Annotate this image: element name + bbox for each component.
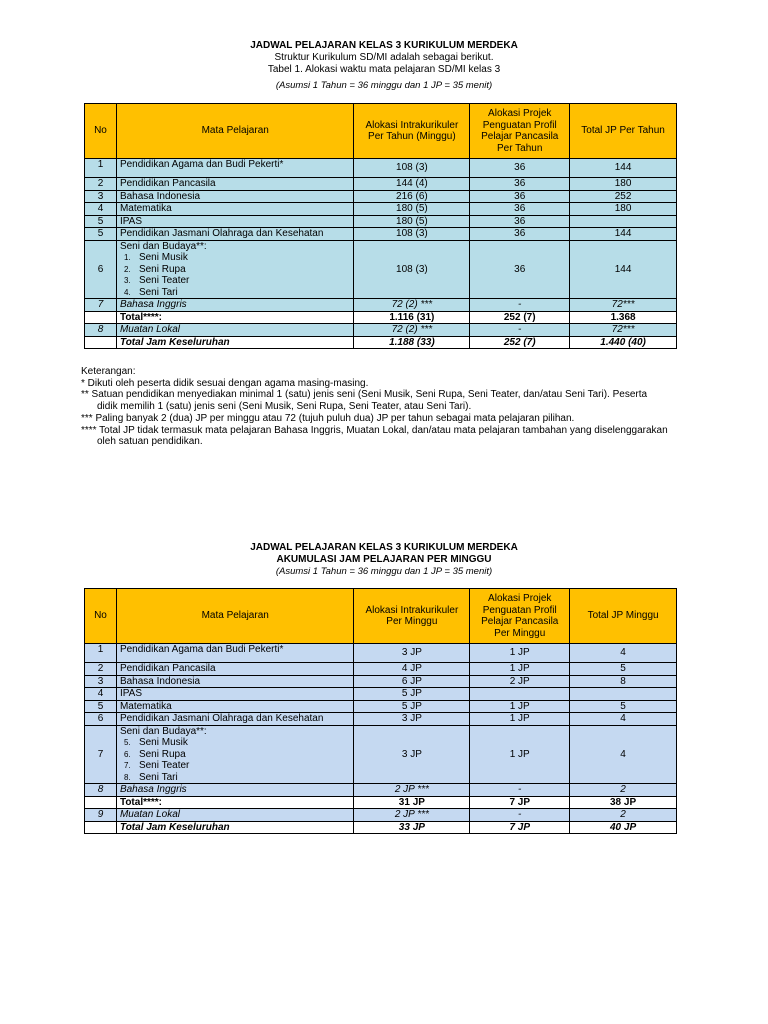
- table1-subtitle2: Tabel 1. Alokasi waktu mata pelajaran SD/MI kelas 3: [267, 64, 501, 75]
- list-number: 6.: [123, 749, 131, 759]
- cell-projek: -: [470, 784, 570, 797]
- list-label: Seni Rupa: [138, 748, 186, 760]
- cell-intra: 2 JP ***: [354, 784, 470, 797]
- table2-title: JADWAL PELAJARAN KELAS 3 KURIKULUM MERDEKA: [250, 542, 518, 553]
- header-projek: Alokasi Projek Penguatan Profil Pelajar Pancasila Per Tahun: [470, 104, 570, 159]
- note-1: * Dikuti oleh peserta didik sesuai dengan agama masing-masing.: [81, 377, 369, 389]
- cell-no: 3: [85, 675, 117, 688]
- note-3: *** Paling banyak 2 (dua) JP per minggu atau 72 (tujuh puluh dua) JP per tahun sebagai mata pelajaran pilihan.: [81, 412, 575, 424]
- list-item: [120, 772, 351, 784]
- list-number: 7.: [123, 761, 131, 770]
- cell-subject: Pendidikan Jasmani Olahraga dan Kesehatan: [116, 713, 354, 726]
- cell-intra: 180 (5): [354, 215, 470, 228]
- cell-total: [570, 688, 677, 701]
- cell-total: 144: [570, 228, 677, 241]
- list-number: 5.: [123, 738, 131, 747]
- cell-total: 2: [570, 809, 677, 822]
- table-row: [85, 784, 677, 797]
- cell-intra: 5 JP: [354, 700, 470, 713]
- cell-subject: Pendidikan Pancasila: [116, 178, 354, 191]
- cell-subject: Bahasa Inggris: [116, 784, 354, 797]
- cell-total: 5: [570, 700, 677, 713]
- table1-heading: [0, 40, 768, 92]
- list-label: Seni Tari: [138, 771, 178, 783]
- cell-no: 2: [85, 663, 117, 676]
- cell-projek: -: [470, 324, 570, 337]
- cell-intra: 3 JP: [354, 725, 470, 784]
- cell-intra: 31 JP: [354, 796, 470, 809]
- cell-projek: 36: [470, 228, 570, 241]
- cell-subject: IPAS: [116, 688, 354, 701]
- list-number: 2.: [123, 264, 131, 274]
- table-row: [85, 663, 677, 676]
- cell-total: 4: [570, 725, 677, 784]
- cell-projek: 36: [470, 215, 570, 228]
- header-no: No: [85, 104, 117, 159]
- cell-total: 38 JP: [570, 796, 677, 809]
- list-label: Seni Rupa: [138, 263, 186, 275]
- cell-intra: 2 JP ***: [354, 809, 470, 822]
- cell-no: 5: [85, 215, 117, 228]
- note-4: **** Total JP tidak termasuk mata pelajaran Bahasa Inggris, Muatan Lokal, dan/atau mata pelajaran tambahan yang diselenggarakan: [81, 424, 668, 436]
- cell-no: 5: [85, 700, 117, 713]
- table-row: [85, 688, 677, 701]
- list-item: [120, 749, 351, 761]
- cell-intra: 5 JP: [354, 688, 470, 701]
- list-number: 1.: [123, 253, 131, 262]
- cell-projek: [470, 688, 570, 701]
- cell-projek: 1 JP: [470, 713, 570, 726]
- notes-heading: Keterangan:: [81, 366, 136, 377]
- cell-intra: 216 (6): [354, 190, 470, 203]
- table1-title: JADWAL PELAJARAN KELAS 3 KURIKULUM MERDEKA: [250, 40, 518, 51]
- list-label: Seni Teater: [138, 275, 190, 286]
- cell-projek: -: [470, 299, 570, 312]
- cell-subject: Muatan Lokal: [116, 324, 354, 337]
- cell-no: [85, 796, 117, 809]
- cell-subject: Bahasa Indonesia: [116, 675, 354, 688]
- list-number: 4.: [123, 287, 131, 297]
- table-row: [85, 190, 677, 203]
- cell-subject: Total****:: [116, 311, 354, 324]
- cell-subject: Matematika: [116, 700, 354, 713]
- header-no: No: [85, 589, 117, 644]
- header-subject: Mata Pelajaran: [116, 589, 354, 644]
- cell-total: [570, 215, 677, 228]
- cell-total: 1.368: [570, 311, 677, 324]
- table2-heading: [0, 542, 768, 578]
- cell-total: 144: [570, 240, 677, 299]
- cell-intra: 4 JP: [354, 663, 470, 676]
- cell-projek: 2 JP: [470, 675, 570, 688]
- list-number: 3.: [123, 276, 131, 285]
- list-label: Seni Tari: [138, 286, 178, 298]
- list-item: [120, 252, 351, 264]
- cell-total: 2: [570, 784, 677, 797]
- arts-title: Seni dan Budaya**:: [119, 240, 207, 252]
- header-intra: Alokasi Intrakurikuler Per Tahun (Minggu): [354, 104, 470, 159]
- cell-no: 4: [85, 203, 117, 216]
- list-item: [120, 264, 351, 276]
- table1-subtitle1: Struktur Kurikulum SD/MI adalah sebagai berikut.: [274, 52, 494, 63]
- cell-no: [85, 821, 117, 834]
- cell-subject: Pendidikan Jasmani Olahraga dan Kesehatan: [116, 228, 354, 241]
- cell-projek: 1 JP: [470, 700, 570, 713]
- cell-no: 1: [85, 159, 117, 178]
- cell-subject: Matematika: [116, 203, 354, 216]
- cell-no: 3: [85, 190, 117, 203]
- cell-projek: 36: [470, 190, 570, 203]
- list-number: 8.: [123, 772, 131, 782]
- cell-projek: 7 JP: [470, 796, 570, 809]
- cell-intra: 72 (2) ***: [354, 299, 470, 312]
- cell-no: 6: [85, 240, 117, 299]
- table-row: [85, 675, 677, 688]
- table-row-grand-total: [85, 336, 677, 349]
- header-projek: Alokasi Projek Penguatan Profil Pelajar Pancasila Per Minggu: [470, 589, 570, 644]
- table2-assumption: (Asumsi 1 Tahun = 36 minggu dan 1 JP = 35 menit): [275, 566, 493, 577]
- table-row: [85, 178, 677, 191]
- cell-subject: Bahasa Inggris: [116, 299, 354, 312]
- table-row: [85, 159, 677, 178]
- cell-projek: 1 JP: [470, 644, 570, 663]
- cell-projek: -: [470, 809, 570, 822]
- note-2: ** Satuan pendidikan menyediakan minimal 1 (satu) jenis seni (Seni Musik, Seni Rupa, Seni Teater, dan/atau Seni Tari). Peserta: [81, 389, 648, 401]
- cell-projek: 36: [470, 240, 570, 299]
- cell-intra: 1.188 (33): [354, 336, 470, 349]
- notes: [81, 366, 745, 448]
- cell-subject: Pendidikan Pancasila: [116, 663, 354, 676]
- table1-assumption: (Asumsi 1 Tahun = 36 minggu dan 1 JP = 35 menit): [275, 80, 493, 91]
- cell-no: 2: [85, 178, 117, 191]
- cell-subject: Bahasa Indonesia: [116, 190, 354, 203]
- cell-subject: [116, 240, 354, 299]
- cell-no: 9: [85, 809, 117, 822]
- table-row-arts: [85, 240, 677, 299]
- cell-total: 1.440 (40): [570, 336, 677, 349]
- cell-intra: 72 (2) ***: [354, 324, 470, 337]
- cell-total: 72***: [570, 299, 677, 312]
- table-row-grand-total: [85, 821, 677, 834]
- list-item: [120, 275, 351, 287]
- table2-subtitle: AKUMULASI JAM PELAJARAN PER MINGGU: [276, 554, 492, 565]
- cell-total: 40 JP: [570, 821, 677, 834]
- cell-subject: Pendidikan Agama dan Budi Pekerti*: [116, 644, 354, 663]
- table-row: [85, 809, 677, 822]
- cell-intra: 1.116 (31): [354, 311, 470, 324]
- cell-total: 4: [570, 713, 677, 726]
- list-item: [120, 737, 351, 749]
- cell-no: 8: [85, 784, 117, 797]
- cell-no: [85, 311, 117, 324]
- table2-header-row: [85, 589, 677, 644]
- table-row: [85, 299, 677, 312]
- cell-projek: 36: [470, 178, 570, 191]
- cell-subject: IPAS: [116, 215, 354, 228]
- cell-no: [85, 336, 117, 349]
- cell-subject: Total Jam Keseluruhan: [116, 336, 354, 349]
- cell-no: 8: [85, 324, 117, 337]
- header-total: Total JP Minggu: [570, 589, 677, 644]
- cell-no: 1: [85, 644, 117, 663]
- table-row: [85, 203, 677, 216]
- cell-total: 5: [570, 663, 677, 676]
- list-label: Seni Musik: [138, 737, 188, 748]
- table1: [84, 103, 677, 349]
- cell-intra: 108 (3): [354, 159, 470, 178]
- list-item: [120, 760, 351, 772]
- list-item: [120, 287, 351, 299]
- header-subject: Mata Pelajaran: [116, 104, 354, 159]
- table-row: [85, 324, 677, 337]
- table-row-total: [85, 796, 677, 809]
- cell-projek: 7 JP: [470, 821, 570, 834]
- list-label: Seni Musik: [138, 252, 188, 263]
- cell-no: 7: [85, 725, 117, 784]
- cell-intra: 3 JP: [354, 713, 470, 726]
- cell-intra: 144 (4): [354, 178, 470, 191]
- cell-projek: 1 JP: [470, 725, 570, 784]
- cell-total: 252: [570, 190, 677, 203]
- cell-intra: 108 (3): [354, 228, 470, 241]
- table-row: [85, 700, 677, 713]
- cell-projek: 36: [470, 203, 570, 216]
- table-row-arts: [85, 725, 677, 784]
- note-2-cont: didik memilih 1 (satu) jenis seni (Seni Musik, Seni Rupa, Seni Teater, atau Seni Tari).: [97, 401, 472, 413]
- cell-projek: 36: [470, 159, 570, 178]
- list-label: Seni Teater: [138, 760, 190, 771]
- cell-subject: Total****:: [116, 796, 354, 809]
- cell-total: 180: [570, 203, 677, 216]
- header-intra: Alokasi Intrakurikuler Per Minggu: [354, 589, 470, 644]
- cell-intra: 3 JP: [354, 644, 470, 663]
- cell-total: 72***: [570, 324, 677, 337]
- table2: [84, 588, 677, 834]
- header-total: Total JP Per Tahun: [570, 104, 677, 159]
- cell-no: 6: [85, 713, 117, 726]
- cell-intra: 180 (5): [354, 203, 470, 216]
- cell-total: 144: [570, 159, 677, 178]
- cell-intra: 6 JP: [354, 675, 470, 688]
- table-row-total: [85, 311, 677, 324]
- cell-projek: 1 JP: [470, 663, 570, 676]
- cell-subject: Pendidikan Agama dan Budi Pekerti*: [116, 159, 354, 178]
- cell-subject: Total Jam Keseluruhan: [116, 821, 354, 834]
- cell-no: 7: [85, 299, 117, 312]
- cell-subject: [116, 725, 354, 784]
- table-row: [85, 644, 677, 663]
- cell-projek: 252 (7): [470, 311, 570, 324]
- cell-intra: 33 JP: [354, 821, 470, 834]
- cell-total: 4: [570, 644, 677, 663]
- table-row: [85, 228, 677, 241]
- note-4-cont: oleh satuan pendidikan.: [97, 436, 203, 448]
- table1-header-row: [85, 104, 677, 159]
- cell-no: 5: [85, 228, 117, 241]
- cell-subject: Muatan Lokal: [116, 809, 354, 822]
- cell-intra: 108 (3): [354, 240, 470, 299]
- cell-no: 4: [85, 688, 117, 701]
- cell-projek: 252 (7): [470, 336, 570, 349]
- cell-total: 180: [570, 178, 677, 191]
- arts-title: Seni dan Budaya**:: [119, 725, 207, 737]
- cell-total: 8: [570, 675, 677, 688]
- table-row: [85, 713, 677, 726]
- table-row: [85, 215, 677, 228]
